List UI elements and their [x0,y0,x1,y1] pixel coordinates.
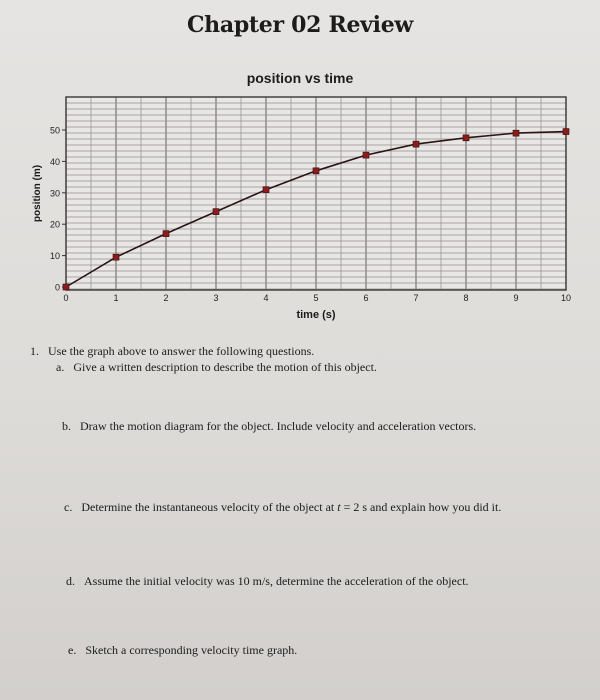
y-tick-label: 40 [49,156,60,167]
question-e [68,643,297,658]
question-e-text: Sketch a corresponding velocity time graph. [85,643,298,657]
data-point [163,231,169,237]
question-1-text: Use the graph above to answer the following questions. [48,344,315,358]
x-tick-label: 0 [63,293,69,303]
data-point [113,254,119,260]
data-point [313,168,319,174]
question-1 [30,344,314,359]
data-point [413,141,419,147]
question-c-text-after: = 2 s and explain how you did it. [340,500,502,514]
question-e-letter: e. [68,643,77,657]
question-b-letter: b. [62,419,71,433]
question-c-variable: t [337,500,341,514]
y-tick-label: 10 [49,251,60,262]
chart-title: position vs time [246,70,354,86]
x-tick-label: 4 [263,293,269,303]
question-c [64,500,501,515]
x-tick-label: 6 [363,293,369,303]
x-tick-label: 8 [463,293,469,303]
y-tick-label: 0 [54,282,60,293]
data-point [363,152,369,158]
x-tick-label: 1 [113,293,119,303]
data-point [263,187,269,193]
question-1-number: 1. [30,344,39,358]
x-tick-label: 7 [413,293,419,303]
x-tick-label: 2 [163,293,169,303]
x-tick-label: 5 [313,293,319,303]
question-a [56,360,377,375]
position-time-chart [0,0,600,330]
x-tick-label: 3 [213,293,219,303]
question-d [66,574,469,589]
question-b [62,419,476,434]
x-axis-label: time (s) [296,309,336,321]
y-tick-label: 50 [49,125,60,136]
y-tick-label: 20 [49,219,60,230]
data-point [513,130,519,136]
y-axis-label: position (m) [32,164,43,223]
question-a-text: Give a written description to describe the motion of this object. [73,360,377,374]
question-d-letter: d. [66,574,75,588]
page-title: Chapter 02 Review [186,12,414,38]
data-point [463,135,469,141]
question-c-letter: c. [64,500,73,514]
data-point [63,284,69,290]
x-tick-label: 10 [560,293,572,303]
question-b-text: Draw the motion diagram for the object. Include velocity and acceleration vectors. [80,419,477,433]
question-d-text: Assume the initial velocity was 10 m/s, determine the acceleration of the object. [84,574,469,588]
x-tick-label: 9 [513,293,519,303]
data-point [563,129,569,135]
data-point [213,209,219,215]
question-a-letter: a. [56,360,65,374]
question-c-text-before: Determine the instantaneous velocity of the object at [81,500,338,514]
y-tick-label: 30 [49,188,60,199]
